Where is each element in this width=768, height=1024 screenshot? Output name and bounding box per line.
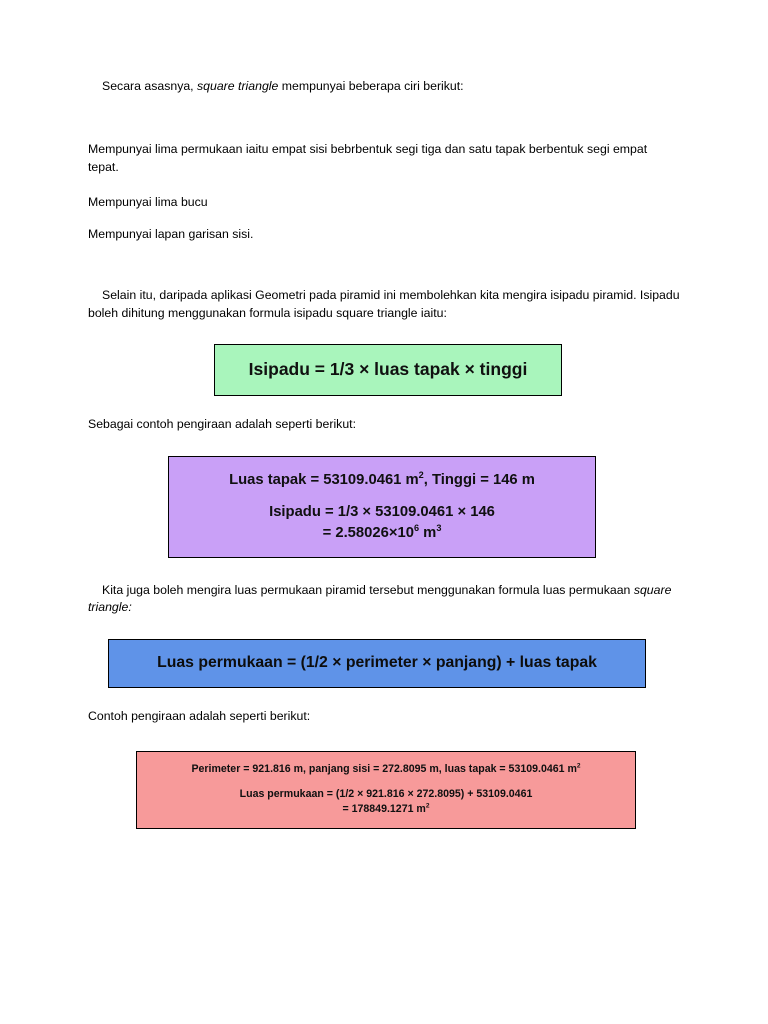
volume-example-line-1-a: Luas tapak = 53109.0461 m [229, 471, 419, 488]
volume-example-line-3-b: m [419, 524, 437, 541]
intro-italic-term: square triangle [197, 79, 279, 93]
surface-example-line-1-sup: 2 [576, 762, 581, 770]
surface-example-line-3-a: = 178849.1271 m [342, 802, 426, 815]
surface-example-label: Contoh pengiraan adalah seperti berikut: [88, 708, 311, 723]
surface-intro-italic: square triangle: [88, 582, 672, 615]
intro-paragraph [88, 78, 680, 95]
volume-example-line-3-sup2: 3 [436, 522, 442, 533]
surface-intro-paragraph [88, 582, 680, 617]
volume-example-line-1-b: , Tinggi = 146 m [423, 471, 535, 488]
feature-item-3: Mempunyai lapan garisan sisi. [88, 226, 254, 241]
feature-item-2: Mempunyai lima bucu [88, 195, 208, 210]
spacer [88, 688, 680, 708]
surface-example-line-3-sup: 2 [425, 802, 430, 810]
volume-formula-box [214, 344, 562, 396]
volume-formula-text: Isipadu = 1/3 × luas tapak × tinggi [248, 359, 528, 380]
spacer [88, 243, 680, 287]
volume-example-line-3 [179, 522, 585, 541]
volume-example-line-3-a: = 2.58026×10 [322, 524, 414, 541]
spacer [88, 176, 680, 194]
spacer [88, 558, 680, 582]
volume-example-line-3-sup: 6 [413, 522, 420, 533]
spacer [88, 434, 680, 456]
intro-suffix: mempunyai beberapa ciri berikut: [278, 79, 464, 93]
spacer [88, 322, 680, 344]
spacer [88, 396, 680, 416]
surface-formula-box [108, 639, 646, 688]
surface-example-line-1 [147, 763, 625, 775]
surface-formula-text: Luas permukaan = (1/2 × perimeter × panjang) + luas tapak [157, 653, 597, 671]
volume-intro-paragraph: Selain itu, daripada aplikasi Geometri pada piramid ini membolehkan kita mengira isipadu piramid. Isipadu boleh dihitung menggunakan formula isipadu square triangle iaitu: [88, 288, 680, 320]
volume-example-line-1-sup: 2 [418, 469, 424, 480]
volume-example-line-2: Isipadu = 1/3 × 53109.0461 × 146 [269, 503, 495, 520]
spacer [88, 725, 680, 751]
spacer [88, 95, 680, 141]
intro-prefix: Secara asasnya, [102, 79, 198, 93]
surface-example-line-3 [147, 803, 625, 815]
surface-example-line-2: Luas permukaan = (1/2 × 921.816 × 272.8095) + 53109.0461 [239, 787, 533, 800]
volume-example-line-1 [179, 469, 585, 488]
surface-intro-text: Kita juga boleh mengira luas permukaan piramid tersebut menggunakan formula luas permukaan [102, 582, 634, 597]
example-label: Sebagai contoh pengiraan adalah seperti berikut: [88, 417, 356, 432]
surface-example-line-1-a: Perimeter = 921.816 m, panjang sisi = 272.8095 m, luas tapak = 53109.0461 m [191, 762, 577, 775]
spacer [88, 617, 680, 639]
spacer [88, 212, 680, 226]
feature-item-1: Mempunyai lima permukaan iaitu empat sisi bebrbentuk segi tiga dan satu tapak berbentuk segi empat tepat. [88, 142, 648, 174]
volume-example-box [168, 456, 596, 558]
surface-example-box [136, 751, 636, 829]
